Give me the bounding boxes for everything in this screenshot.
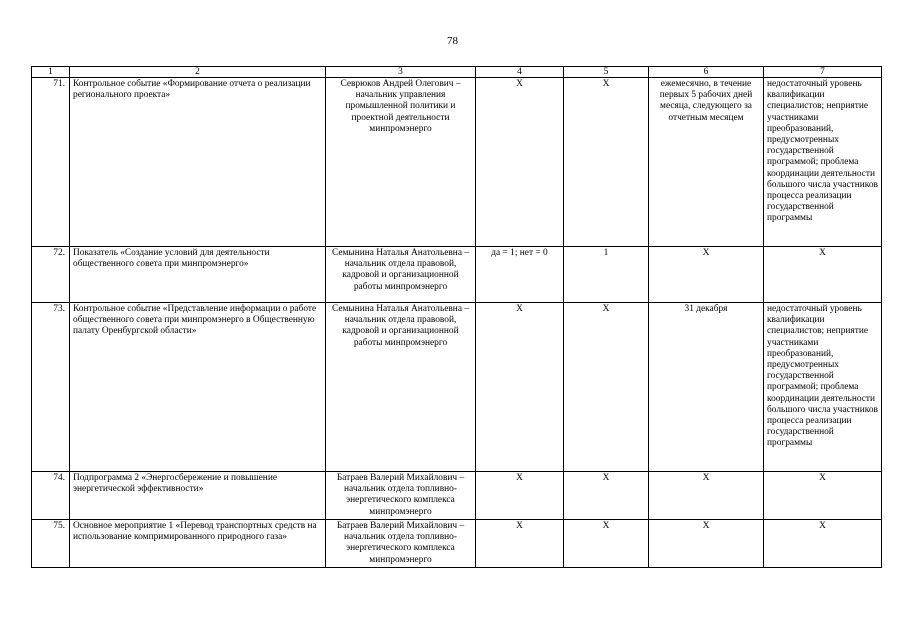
column-number: 3 [326,67,476,78]
value-cell: Х [564,472,649,520]
column-number-row [32,67,882,78]
responsible-person: Батраев Валерий Михайлович – начальник отдела топливно-энергетического комплекса минпромэнерго [326,520,476,568]
unit-cell: Х [476,520,564,568]
responsible-person: Севрюков Андрей Олегович – начальник управления промышленной политики и проектной деятельности минпромэнерго [326,78,476,247]
row-number: 72. [32,247,70,303]
value-cell: 1 [564,247,649,303]
program-table [31,66,882,568]
deadline-cell: Х [649,247,764,303]
unit-cell: Х [476,78,564,247]
value-cell: Х [564,78,649,247]
row-number: 73. [32,303,70,472]
row-number: 71. [32,78,70,247]
column-number: 6 [649,67,764,78]
unit-cell: да = 1; нет = 0 [476,247,564,303]
column-number: 7 [764,67,882,78]
column-number: 1 [32,67,70,78]
responsible-person: Батраев Валерий Михайлович – начальник отдела топливно-энергетического комплекса минпромэнерго [326,472,476,520]
risks-cell: Х [764,472,882,520]
table-row [32,303,882,472]
unit-cell: Х [476,303,564,472]
risks-cell: недостаточный уровень квалификации специалистов; неприятие участниками преобразований, предусмотренных государственной программой; проблема координации деятельности большого числа участников процесса реализации государственной программы [764,78,882,247]
value-cell: Х [564,520,649,568]
deadline-cell: 31 декабря [649,303,764,472]
table-row [32,472,882,520]
row-number: 74. [32,472,70,520]
event-name: Основное мероприятие 1 «Перевод транспортных средств на использование компримированного природного газа» [70,520,326,568]
responsible-person: Семынина Наталья Анатольевна – начальник отдела правовой, кадровой и организационной работы минпромэнерго [326,303,476,472]
table-row [32,520,882,568]
value-cell: Х [564,303,649,472]
column-number: 2 [70,67,326,78]
row-number: 75. [32,520,70,568]
page-number: 78 [447,35,458,47]
deadline-cell: Х [649,472,764,520]
deadline-cell: ежемесячно, в течение первых 5 рабочих дней месяца, следующего за отчетным месяцем [649,78,764,247]
table-row [32,78,882,247]
risks-cell: Х [764,520,882,568]
deadline-cell: Х [649,520,764,568]
event-name: Показатель «Создание условий для деятельности общественного совета при минпромэнерго» [70,247,326,303]
event-name: Подпрограмма 2 «Энергосбережение и повышение энергетической эффективности» [70,472,326,520]
responsible-person: Семынина Наталья Анатольевна – начальник отдела правовой, кадровой и организационной работы минпромэнерго [326,247,476,303]
event-name: Контрольное событие «Формирование отчета о реализации регионального проекта» [70,78,326,247]
table-row [32,247,882,303]
column-number: 4 [476,67,564,78]
column-number: 5 [564,67,649,78]
event-name: Контрольное событие «Представление информации о работе общественного совета при минпромэнерго в Общественную палату Оренбургской области» [70,303,326,472]
risks-cell: Х [764,247,882,303]
unit-cell: Х [476,472,564,520]
risks-cell: недостаточный уровень квалификации специалистов; неприятие участниками преобразований, предусмотренных государственной программой; проблема координации деятельности большого числа участников процесса реализации государственной программы [764,303,882,472]
